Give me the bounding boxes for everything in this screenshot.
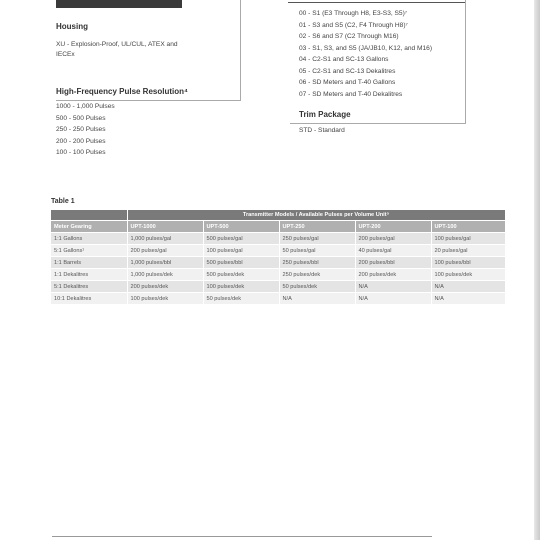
table-span-header-row <box>51 210 505 221</box>
list-item: 200 - 200 Pulses <box>56 137 106 145</box>
table-cell: 50 pulses/dek <box>279 281 355 293</box>
section-rule <box>288 0 466 3</box>
table-cell: N/A <box>431 281 505 293</box>
table-cell: 100 pulses/dek <box>127 293 203 305</box>
table-row <box>51 233 505 245</box>
table-cell: 1:1 Barrels <box>51 257 127 269</box>
list-item: 04 - C2-S1 and SC-13 Gallons <box>299 56 389 63</box>
table-cell: N/A <box>355 281 431 293</box>
table-cell: 200 pulses/dek <box>127 281 203 293</box>
list-item: 07 - SD Meters and T-40 Dekalitres <box>299 90 403 98</box>
table-cell: N/A <box>431 293 505 305</box>
table-cell: 1,000 pulses/dek <box>127 269 203 281</box>
transmitter-table <box>51 210 506 305</box>
column-header: UPT-200 <box>355 221 431 233</box>
table-span-header: Transmitter Models / Available Pulses per Volume Unit⁵ <box>127 210 505 221</box>
list-item: 03 - S1, S3, and S5 (JA/JB10, K12, and M16) <box>299 44 433 52</box>
table-cell: 1,000 pulses/bbl <box>127 257 203 269</box>
table-cell: 200 pulses/gal <box>355 233 431 245</box>
table-cell: 500 pulses/gal <box>203 233 279 245</box>
table-cell: 250 pulses/bbl <box>279 257 355 269</box>
table-cell: 100 pulses/gal <box>431 233 505 245</box>
table-cell: 1:1 Gallons <box>51 233 127 245</box>
bracket-line <box>465 0 466 123</box>
table-cell: 1:1 Dekalitres <box>51 269 127 281</box>
table-cell: 5:1 Dekalitres <box>51 281 127 293</box>
table-cell: 500 pulses/dek <box>203 269 279 281</box>
column-header: UPT-100 <box>431 221 505 233</box>
pulse-options-list <box>56 101 115 159</box>
housing-text: XU - Explosion-Proof, UL/CUL, ATEX and <box>56 41 178 48</box>
page-edge-shadow <box>534 0 540 540</box>
list-item: 1000 - 1,000 Pulses <box>56 103 115 110</box>
table-cell: 200 pulses/bbl <box>355 257 431 269</box>
table-span-header-spacer <box>51 210 127 221</box>
column-header: Meter Gearing <box>51 221 127 233</box>
table-cell: 100 pulses/dek <box>203 281 279 293</box>
column-header: UPT-500 <box>203 221 279 233</box>
table-row <box>51 245 505 257</box>
footer-rule <box>52 536 432 537</box>
list-item: 06 - SD Meters and T-40 Gallons <box>299 79 396 86</box>
table-header-row <box>51 221 505 233</box>
table-row <box>51 281 505 293</box>
table-row <box>51 257 505 269</box>
trim-package-heading: Trim Package <box>299 110 351 119</box>
table-cell: 50 pulses/dek <box>203 293 279 305</box>
list-item: 250 - 250 Pulses <box>56 126 106 133</box>
table-cell: 500 pulses/bbl <box>203 257 279 269</box>
table-cell: N/A <box>279 293 355 305</box>
register-options-list <box>299 8 432 100</box>
list-item: 00 - S1 (E3 Through H8, E3-S3, S5)⁷ <box>299 10 408 17</box>
bracket-line <box>240 0 241 100</box>
list-item: 05 - C2-S1 and SC-13 Dekalitres <box>299 67 396 75</box>
pulse-resolution-heading: High-Frequency Pulse Resolution⁴ <box>56 87 188 96</box>
table-title: Table 1 <box>51 198 75 205</box>
table-row <box>51 269 505 281</box>
table-cell: 20 pulses/gal <box>431 245 505 257</box>
table-cell: N/A <box>355 293 431 305</box>
header-bar <box>56 0 182 8</box>
list-item: 500 - 500 Pulses <box>56 114 106 122</box>
table-cell: 10:1 Dekalitres <box>51 293 127 305</box>
table-cell: 200 pulses/gal <box>127 245 203 257</box>
housing-text: IECEx <box>56 51 75 58</box>
table-cell: 100 pulses/bbl <box>431 257 505 269</box>
table-row <box>51 293 505 305</box>
table-cell: 5:1 Gallons¹ <box>51 245 127 257</box>
list-item: 02 - S6 and S7 (C2 Through M16) <box>299 33 399 40</box>
table-cell: 50 pulses/gal <box>279 245 355 257</box>
list-item: 100 - 100 Pulses <box>56 149 106 156</box>
list-item: 01 - S3 and S5 (C2, F4 Through H8)⁷ <box>299 21 408 29</box>
table-cell: 250 pulses/gal <box>279 233 355 245</box>
column-header: UPT-1000 <box>127 221 203 233</box>
column-header: UPT-250 <box>279 221 355 233</box>
table-cell: 1,000 pulses/gal <box>127 233 203 245</box>
table-cell: 100 pulses/dek <box>431 269 505 281</box>
trim-option: STD - Standard <box>299 127 345 134</box>
bracket-line <box>290 123 466 124</box>
housing-heading: Housing <box>56 22 88 31</box>
table-cell: 250 pulses/dek <box>279 269 355 281</box>
table-cell: 100 pulses/gal <box>203 245 279 257</box>
table-cell: 200 pulses/dek <box>355 269 431 281</box>
table-cell: 40 pulses/gal <box>355 245 431 257</box>
